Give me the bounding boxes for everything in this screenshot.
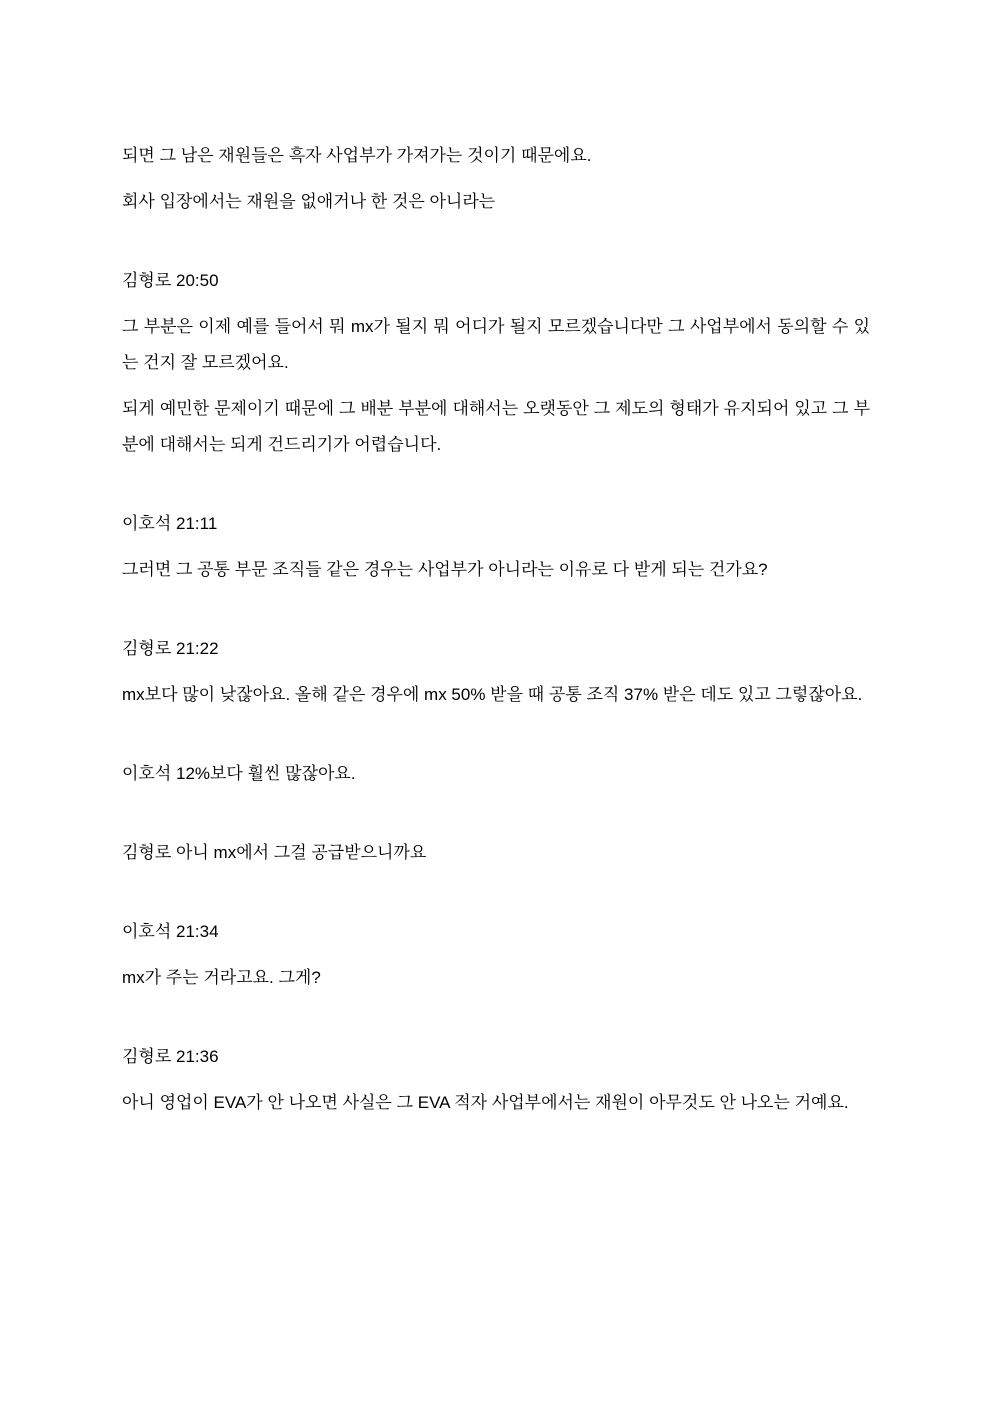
paragraph: 되면 그 남은 재원들은 흑자 사업부가 가져가는 것이기 때문에요. bbox=[122, 146, 592, 165]
paragraph: mx보다 많이 낮잖아요. 올해 같은 경우에 mx 50% 받을 때 공통 조직 37% 받은 데도 있고 그렇잖아요. bbox=[122, 685, 863, 704]
paragraph: 되게 예민한 문제이기 때문에 그 배분 부분에 대해서는 오랫동안 그 제도의 형태가 유지되어 있고 그 부분에 대해서는 되게 건드리기가 어렵습니다. bbox=[122, 399, 870, 454]
transcript-block bbox=[122, 1039, 870, 1121]
paragraph: mx가 주는 거라고요. 그게? bbox=[122, 968, 321, 987]
transcript-block bbox=[122, 756, 870, 792]
speaker-line: 김형로 21:36 bbox=[122, 1047, 219, 1066]
transcript-block bbox=[122, 835, 870, 871]
transcript-block bbox=[122, 506, 870, 588]
transcript-block bbox=[122, 914, 870, 996]
paragraph: 김형로 아니 mx에서 그걸 공급받으니까요 bbox=[122, 843, 427, 862]
speaker-line: 이호석 21:34 bbox=[122, 922, 219, 941]
speaker-line: 김형로 21:22 bbox=[122, 639, 219, 658]
transcript-block bbox=[122, 631, 870, 713]
speaker-line: 김형로 20:50 bbox=[122, 271, 219, 290]
speaker-line: 이호석 21:11 bbox=[122, 514, 218, 533]
transcript bbox=[122, 138, 870, 1121]
transcript-block bbox=[122, 138, 870, 220]
paragraph: 그 부분은 이제 예를 들어서 뭐 mx가 될지 뭐 어디가 될지 모르겠습니다만 그 사업부에서 동의할 수 있는 건지 잘 모르겠어요. bbox=[122, 317, 870, 372]
paragraph: 아니 영업이 EVA가 안 나오면 사실은 그 EVA 적자 사업부에서는 재원이 아무것도 안 나오는 거예요. bbox=[122, 1093, 849, 1112]
paragraph: 그러면 그 공통 부문 조직들 같은 경우는 사업부가 아니라는 이유로 다 받게 되는 건가요? bbox=[122, 560, 768, 579]
transcript-block bbox=[122, 263, 870, 463]
paragraph: 회사 입장에서는 재원을 없애거나 한 것은 아니라는 bbox=[122, 192, 496, 211]
paragraph: 이호석 12%보다 훨씬 많잖아요. bbox=[122, 764, 356, 783]
